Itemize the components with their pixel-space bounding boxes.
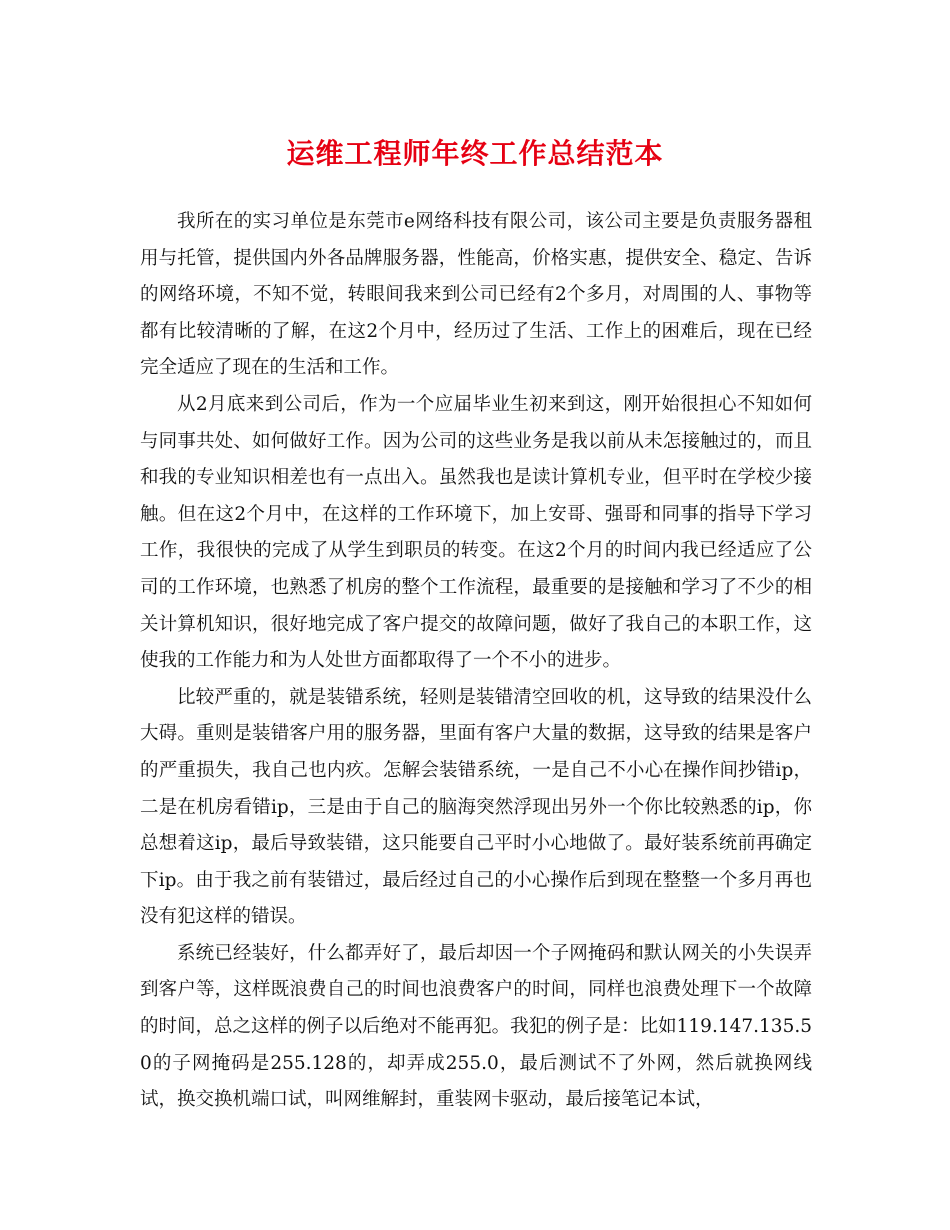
paragraph-4: 系统已经装好，什么都弄好了，最后却因一个子网掩码和默认网关的小失误弄到客户等，这样既浪费自己的时间也浪费客户的时间，同样也浪费处理下一个故障的时间，总之这样的例子以后绝对不能再犯。我犯的例子是：比如119.147.135.50的子网掩码是255.128的，却弄成255.0，最后测试不了外网，然后就换网线试，换交换机端口试，叫网维解封，重装网卡驱动，最后接笔记本试， [140,942,812,1111]
paragraph-1: 我所在的实习单位是东莞市e网络科技有限公司，该公司主要是负责服务器租用与托管，提供国内外各品牌服务器，性能高，价格实惠，提供安全、稳定、告诉的网络环境，不知不觉，转眼间我来到公司已经有2个多月，对周围的人、事物等都有比较清晰的了解，在这2个月中，经历过了生活、工作上的困难后，现在已经完全适应了现在的生活和工作。 [140,211,812,379]
paragraph-2: 从2月底来到公司后，作为一个应届毕业生初来到这，刚开始很担心不知如何与同事共处、如何做好工作。因为公司的这些业务是我以前从未怎接触过的，而且和我的专业知识相差也有一点出入。虽然我也是读计算机专业，但平时在学校少接触。但在这2个月中，在这样的工作环境下，加上安哥、强哥和同事的指导下学习工作，我很快的完成了从学生到职员的转变。在这2个月的时间内我已经适应了公司的工作环境，也熟悉了机房的整个工作流程，最重要的是接触和学习了不少的相关计算机知识，很好地完成了客户提交的故障问题，做好了我自己的本职工作，这使我的工作能力和为人处世方面都取得了一个不小的进步。 [140,393,812,672]
paragraph-3: 比较严重的，就是装错系统，轻则是装错清空回收的机，这导致的结果没什么大碍。重则是装错客户用的服务器，里面有客户大量的数据，这导致的结果是客户的严重损失，我自己也内疚。怎解会装错系统，一是自己不小心在操作间抄错ip，二是在机房看错ip，三是由于自己的脑海突然浮现出另外一个你比较熟悉的ip，你总想着这ip，最后导致装错，这只能要自己平时小心地做了。最好装系统前再确定下ip。由于我之前有装错过，最后经过自己的小心操作后到现在整整一个多月再也没有犯这样的错误。 [140,686,812,928]
document-title: 运维工程师年终工作总结范本 [286,137,664,170]
document-body [140,204,812,1119]
